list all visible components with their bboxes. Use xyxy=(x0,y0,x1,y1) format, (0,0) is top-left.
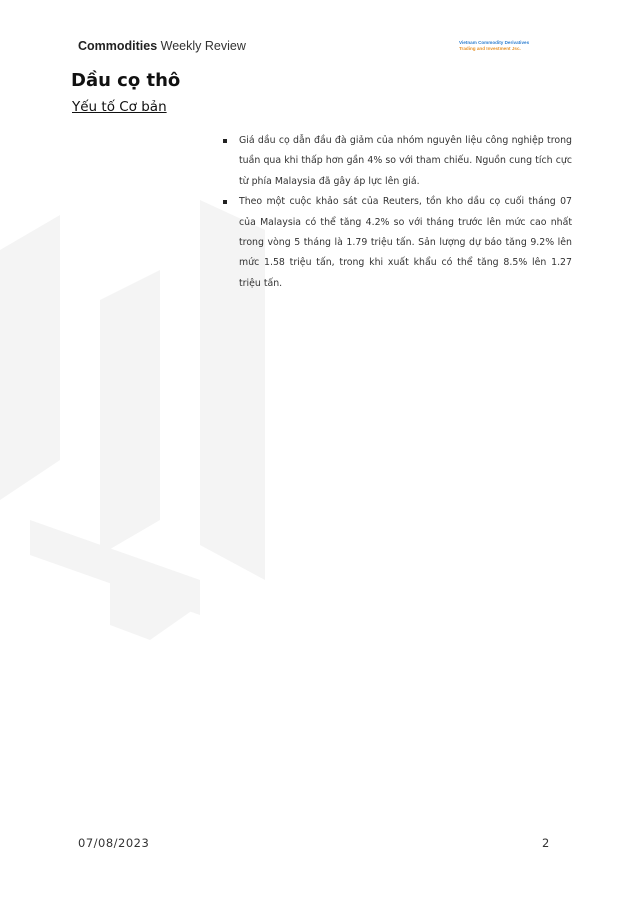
page-title: Dầu cọ thô xyxy=(71,70,181,91)
header-brand-bold: Commodities xyxy=(78,39,158,53)
footer-date: 07/08/2023 xyxy=(78,836,150,850)
bullet-list xyxy=(222,131,572,294)
company-logo xyxy=(459,40,529,51)
logo-line-2: Trading and Investment Jsc. xyxy=(459,45,521,51)
page-number: 2 xyxy=(542,836,550,850)
bullet-item: Theo một cuộc khảo sát của Reuters, tồn kho dầu cọ cuối tháng 07 của Malaysia có thể tăng 4.2% so với tháng trước lên mức cao nhất trong vòng 5 tháng là 1.79 triệu tấn. Sản lượng dự báo tăng 9.2% lên mức 1.58 triệu tấn, trong khi xuất khẩu có thể tăng 8.5% lên 1.27 triệu tấn. xyxy=(222,192,572,294)
bullet-item: Giá dầu cọ dẫn đầu đà giảm của nhóm nguyên liệu công nghiệp trong tuần qua khi thấp hơn gần 4% so với tham chiếu. Nguồn cung tích cực từ phía Malaysia đã gây áp lực lên giá. xyxy=(222,131,572,192)
section-heading: Yếu tố Cơ bản xyxy=(72,99,167,115)
report-header xyxy=(78,39,246,53)
logo-line-1: Vietnam Commodity Derivatives xyxy=(459,40,530,45)
header-brand-rest: Weekly Review xyxy=(157,39,246,53)
